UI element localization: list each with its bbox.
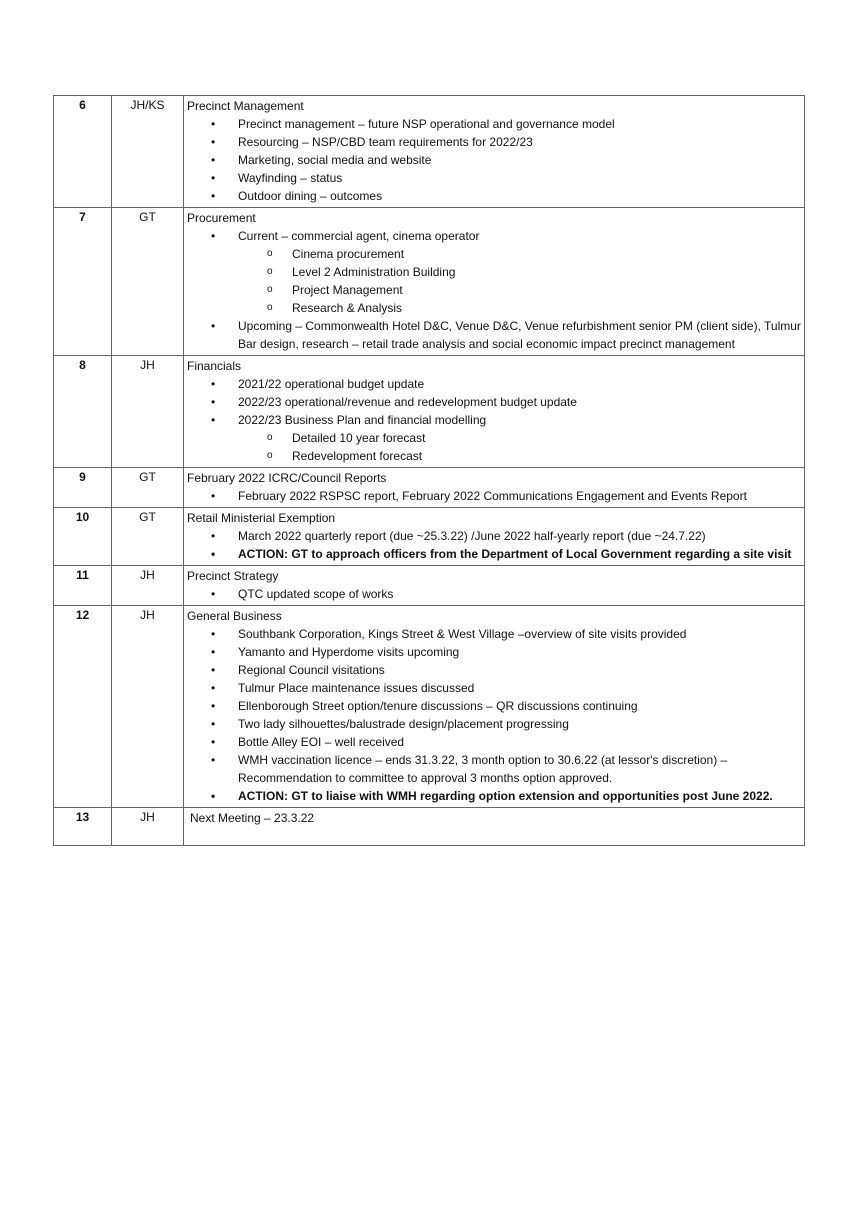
- item-number: 6: [54, 96, 112, 208]
- bullet-item: • WMH vaccination licence – ends 31.3.22, 3 month option to 30.6.22 (at lessor's discretion) – Recommendation to committee to approval 3 months option approved.: [187, 751, 804, 787]
- responsible-person: GT: [112, 468, 184, 508]
- item-number: 10: [54, 508, 112, 566]
- agenda-item: [184, 468, 805, 508]
- bullet-item: • Two lady silhouettes/balustrade design/placement progressing: [187, 715, 804, 733]
- sub-bullet-item: o Project Management: [187, 281, 804, 299]
- bullet-item: • 2022/23 operational/revenue and redevelopment budget update: [187, 393, 804, 411]
- table-row: [54, 208, 805, 356]
- bullet-item: • Ellenborough Street option/tenure discussions – QR discussions continuing: [187, 697, 804, 715]
- bullet-item: • Current – commercial agent, cinema operator: [187, 227, 804, 245]
- agenda-item-title: February 2022 ICRC/Council Reports: [187, 471, 387, 485]
- agenda-item-title: Precinct Strategy: [187, 569, 279, 583]
- table-row: [54, 606, 805, 808]
- action-item: • ACTION: GT to approach officers from the Department of Local Government regarding a site visit: [187, 545, 804, 563]
- agenda-item-title: Procurement: [187, 211, 256, 225]
- bullet-item: • Tulmur Place maintenance issues discussed: [187, 679, 804, 697]
- agenda-item: [184, 96, 805, 208]
- responsible-person: JH: [112, 606, 184, 808]
- bullet-item: • February 2022 RSPSC report, February 2022 Communications Engagement and Events Report: [187, 487, 804, 505]
- agenda-item-title: Precinct Management: [187, 99, 304, 113]
- agenda-item-title: Next Meeting – 23.3.22: [190, 811, 315, 825]
- bullet-item: • Outdoor dining – outcomes: [187, 187, 804, 205]
- sub-bullet-item: o Redevelopment forecast: [187, 447, 804, 465]
- bullet-item: • Upcoming – Commonwealth Hotel D&C, Venue D&C, Venue refurbishment senior PM (client side), Tulmur Bar design, research – retail trade analysis and social economic impact precinct management: [187, 317, 804, 353]
- item-number: 7: [54, 208, 112, 356]
- sub-bullet-item: o Detailed 10 year forecast: [187, 429, 804, 447]
- bullet-item: • Precinct management – future NSP operational and governance model: [187, 115, 804, 133]
- agenda-item: [184, 566, 805, 606]
- bullet-item: • 2021/22 operational budget update: [187, 375, 804, 393]
- bullet-item: • Resourcing – NSP/CBD team requirements for 2022/23: [187, 133, 804, 151]
- agenda-item: [184, 808, 805, 846]
- agenda-item: [184, 208, 805, 356]
- agenda-item-title: Retail Ministerial Exemption: [187, 511, 336, 525]
- bullet-item: • Regional Council visitations: [187, 661, 804, 679]
- responsible-person: JH: [112, 356, 184, 468]
- agenda-item: [184, 356, 805, 468]
- table-row: [54, 508, 805, 566]
- minutes-table: [53, 95, 805, 846]
- agenda-item-title: Financials: [187, 359, 242, 373]
- sub-bullet-item: o Cinema procurement: [187, 245, 804, 263]
- table-row: [54, 566, 805, 606]
- agenda-item-title: General Business: [187, 609, 282, 623]
- table-row: [54, 356, 805, 468]
- responsible-person: GT: [112, 208, 184, 356]
- bullet-item: • QTC updated scope of works: [187, 585, 804, 603]
- agenda-item: [184, 606, 805, 808]
- responsible-person: GT: [112, 508, 184, 566]
- spacer: [187, 827, 804, 843]
- responsible-person: JH/KS: [112, 96, 184, 208]
- item-number: 8: [54, 356, 112, 468]
- table-body: [54, 96, 805, 846]
- item-number: 9: [54, 468, 112, 508]
- bullet-item: • Yamanto and Hyperdome visits upcoming: [187, 643, 804, 661]
- bullet-item: • Bottle Alley EOI – well received: [187, 733, 804, 751]
- table-row: [54, 808, 805, 846]
- action-item: • ACTION: GT to liaise with WMH regarding option extension and opportunities post June 2022.: [187, 787, 804, 805]
- sub-bullet-item: o Research & Analysis: [187, 299, 804, 317]
- bullet-item: • Marketing, social media and website: [187, 151, 804, 169]
- responsible-person: JH: [112, 566, 184, 606]
- bullet-item: • 2022/23 Business Plan and financial modelling: [187, 411, 804, 429]
- item-number: 13: [54, 808, 112, 846]
- sub-bullet-item: o Level 2 Administration Building: [187, 263, 804, 281]
- bullet-item: • Southbank Corporation, Kings Street & West Village –overview of site visits provided: [187, 625, 804, 643]
- responsible-person: JH: [112, 808, 184, 846]
- item-number: 12: [54, 606, 112, 808]
- item-number: 11: [54, 566, 112, 606]
- agenda-item: [184, 508, 805, 566]
- bullet-item: • March 2022 quarterly report (due ~25.3.22) /June 2022 half-yearly report (due ~24.7.22): [187, 527, 804, 545]
- bullet-item: • Wayfinding – status: [187, 169, 804, 187]
- table-row: [54, 96, 805, 208]
- table-row: [54, 468, 805, 508]
